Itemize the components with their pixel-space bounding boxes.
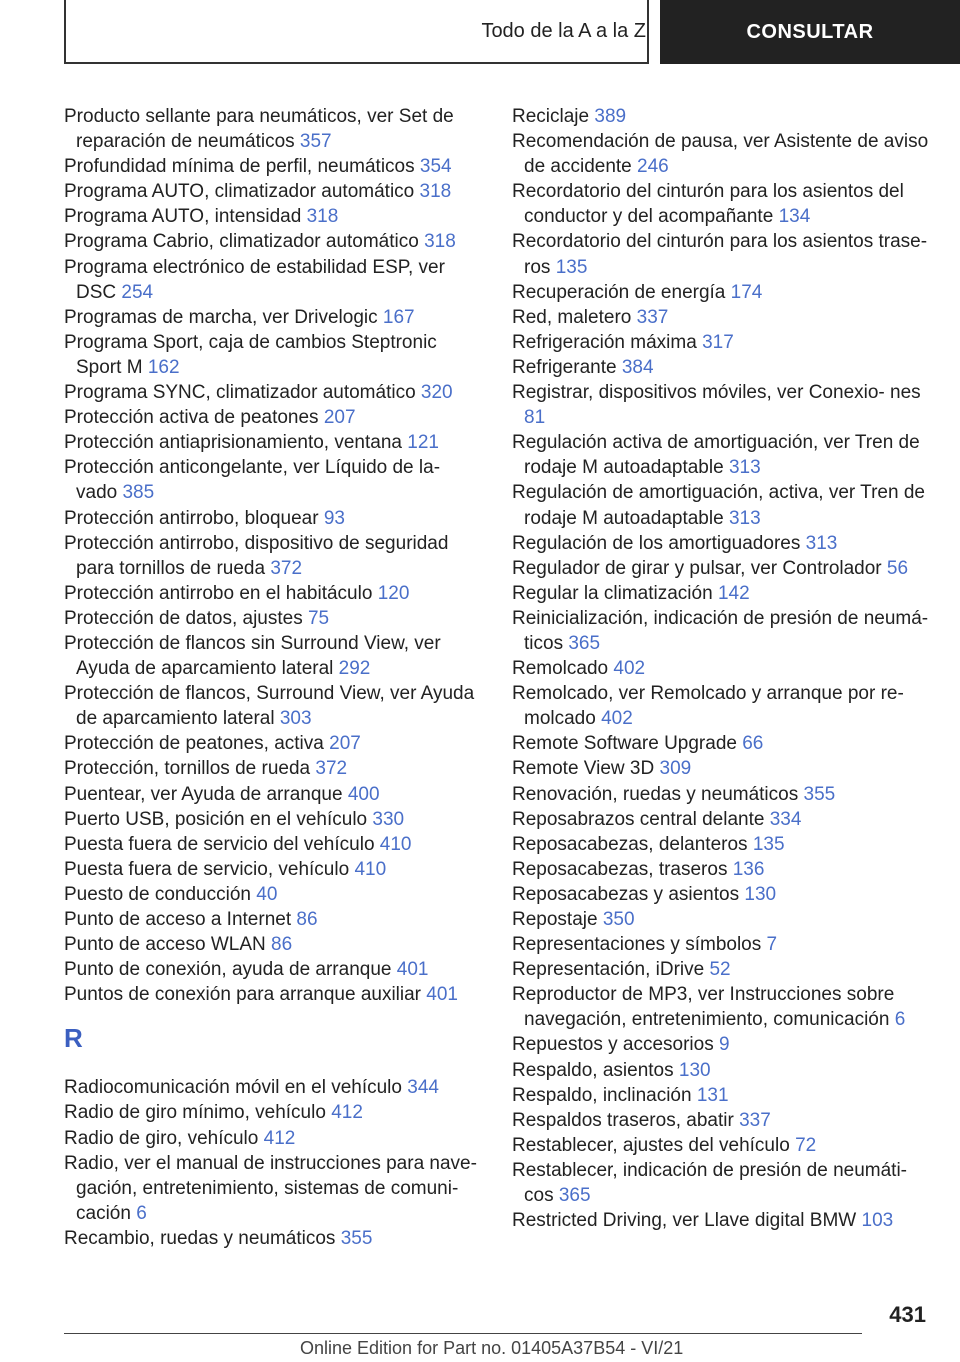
index-entry xyxy=(512,882,932,907)
index-entry-page-link[interactable]: 412 xyxy=(331,1102,363,1124)
index-entry-text: Protección de datos, ajustes xyxy=(64,607,303,629)
index-entry xyxy=(64,1075,484,1100)
index-entry xyxy=(64,832,484,857)
index-entry xyxy=(512,731,932,756)
header-rule-left xyxy=(64,0,66,64)
index-entry xyxy=(512,1208,932,1233)
index-entry-page-link[interactable]: 75 xyxy=(307,607,330,629)
index-entry-text: Recordatorio del cinturón para los asientos trase- ros xyxy=(512,231,928,278)
index-entry-text: Protección antiaprisionamiento, ventana xyxy=(64,432,402,454)
index-entry xyxy=(64,681,484,731)
index-entry-page-link[interactable]: 354 xyxy=(419,156,452,178)
index-entry-text: Protección de peatones, activa xyxy=(64,733,324,755)
index-entry xyxy=(512,480,932,530)
index-entry-page-link[interactable]: 93 xyxy=(323,507,345,529)
index-entry xyxy=(64,1226,484,1251)
index-entry xyxy=(64,104,484,154)
index-entry xyxy=(64,430,484,455)
index-entry-text: Refrigeración máxima xyxy=(512,331,697,353)
index-entry-text: Restablecer, ajustes del vehículo xyxy=(512,1134,790,1156)
index-entry-page-link[interactable]: 134 xyxy=(778,206,811,228)
index-entry-text: Regulador de girar y pulsar, ver Controlador xyxy=(512,557,882,579)
index-entry xyxy=(512,330,932,355)
index-entry-page-link[interactable]: 120 xyxy=(377,582,410,604)
index-entry xyxy=(512,857,932,882)
index-entry-page-link[interactable]: 56 xyxy=(886,557,909,579)
index-entry-text: Registrar, dispositivos móviles, ver Conexio- nes xyxy=(512,382,921,404)
index-entry-page-link[interactable]: 66 xyxy=(742,733,764,755)
index-entry xyxy=(64,204,484,229)
index-entry xyxy=(64,782,484,807)
index-entry-text: Puesto de conducción xyxy=(64,883,251,905)
index-entry-page-link[interactable]: 81 xyxy=(524,407,546,429)
index-entry-text: Respaldos traseros, abatir xyxy=(512,1109,734,1131)
index-entry xyxy=(64,179,484,204)
index-entry-page-link[interactable]: 207 xyxy=(329,733,361,755)
index-entry-page-link[interactable]: 337 xyxy=(739,1109,771,1131)
index-entry-text: Radio de giro, vehículo xyxy=(64,1127,259,1149)
index-entry-page-link[interactable]: 401 xyxy=(426,984,458,1006)
index-entry-text: Programa SYNC, climatizador automático xyxy=(64,382,416,404)
index-entry xyxy=(64,731,484,756)
index-entry-text: Representaciones y símbolos xyxy=(512,934,762,956)
index-entry xyxy=(64,807,484,832)
index-entry-page-link[interactable]: 384 xyxy=(621,356,654,378)
index-entry-page-link[interactable]: 86 xyxy=(296,909,318,930)
index-entry-page-link[interactable]: 337 xyxy=(636,306,669,328)
index-entry-text: Programas de marcha, ver Drivelogic xyxy=(64,306,378,328)
index-entry-text: Reinicialización, indicación de presión de neumá- ticos xyxy=(512,607,929,654)
index-entry xyxy=(64,229,484,254)
index-entry-page-link[interactable]: 313 xyxy=(805,532,838,554)
index-entry-text: Restricted Driving, ver Llave digital BMW xyxy=(512,1210,857,1232)
index-entry-text: Protección antirrobo, dispositivo de seguridad para tornillos de rueda xyxy=(64,532,449,579)
index-entry-text: Representación, iDrive xyxy=(512,959,705,981)
index-entry-text: Regulación de amortiguación, activa, ver Tren de rodaje M autoadaptable xyxy=(512,482,925,529)
index-entry-text: Puentear, ver Ayuda de arranque xyxy=(64,783,343,805)
index-entry-text: Recordatorio del cinturón para los asientos del conductor y del acompañante xyxy=(512,181,904,228)
index-entry-page-link[interactable]: 365 xyxy=(558,1185,591,1207)
index-entry-text: Puerto USB, posición en el vehículo xyxy=(64,808,368,830)
index-entry xyxy=(64,857,484,882)
index-entry-text: Repuestos y accesorios xyxy=(512,1034,714,1056)
index-entry xyxy=(512,1108,932,1133)
index-letter-heading: R xyxy=(64,1023,83,1054)
index-entry-page-link[interactable]: 72 xyxy=(795,1134,817,1156)
index-entry xyxy=(64,330,484,380)
index-entry xyxy=(64,154,484,179)
index-entry-text: Producto sellante para neumáticos, ver Set de reparación de neumáticos xyxy=(64,106,454,153)
index-entry xyxy=(64,982,484,1007)
index-entry-text: Protección antirrobo, bloquear xyxy=(64,507,319,529)
index-entry xyxy=(64,756,484,781)
index-entry-text: Protección, tornillos de rueda xyxy=(64,758,311,780)
index-entry-text: Puntos de conexión para arranque auxiliar xyxy=(64,984,422,1006)
index-entry-page-link[interactable]: 136 xyxy=(732,858,765,880)
index-entry xyxy=(512,957,932,982)
index-entry-page-link[interactable]: 410 xyxy=(354,858,387,880)
index-entry-text: Repostaje xyxy=(512,909,598,930)
index-entry-page-link[interactable]: 313 xyxy=(728,457,761,479)
index-entry-text: Puesta fuera de servicio del vehículo xyxy=(64,833,375,855)
index-entry-page-link[interactable]: 309 xyxy=(659,758,692,780)
footer-rule xyxy=(64,1333,862,1334)
index-entry xyxy=(512,430,932,480)
index-entry-text: Remolcado, ver Remolcado y arranque por re- molcado xyxy=(512,683,904,730)
index-entry-page-link[interactable]: 303 xyxy=(279,708,312,730)
index-entry xyxy=(512,581,932,606)
index-entry xyxy=(512,807,932,832)
index-entry-page-link[interactable]: 207 xyxy=(323,407,356,429)
index-entry xyxy=(512,782,932,807)
index-entry-page-link[interactable]: 40 xyxy=(256,883,278,905)
index-entry-page-link[interactable]: 344 xyxy=(407,1077,439,1099)
index-entry-text: Reposabrazos central delante xyxy=(512,808,765,830)
index-entry-page-link[interactable]: 389 xyxy=(594,106,627,127)
index-entry-text: Restablecer, indicación de presión de neumáti- cos xyxy=(512,1159,908,1207)
page-number: 431 xyxy=(889,1302,926,1327)
index-entry-page-link[interactable]: 317 xyxy=(702,331,734,353)
index-entry xyxy=(512,1083,932,1108)
index-entry-text: Remolcado xyxy=(512,658,609,680)
index-entry xyxy=(64,405,484,430)
index-entry-page-link[interactable]: 320 xyxy=(420,382,453,404)
index-entry-text: Radio, ver el manual de instrucciones para nave- gación, entretenimiento, sistemas de comuni- cación xyxy=(64,1152,477,1224)
index-entry-text: Recambio, ruedas y neumáticos xyxy=(64,1227,336,1249)
index-entry xyxy=(512,1158,932,1208)
index-entry-text: Puesta fuera de servicio, vehículo xyxy=(64,858,350,880)
index-entry-page-link[interactable]: 130 xyxy=(744,883,777,905)
index-entry-text: Programa Cabrio, climatizador automático xyxy=(64,231,419,253)
index-entry xyxy=(64,1126,484,1151)
index-entry-text: Programa electrónico de estabilidad ESP, ver DSC xyxy=(64,256,445,303)
index-entry-page-link[interactable]: 355 xyxy=(340,1227,373,1249)
index-entry-page-link[interactable]: 52 xyxy=(709,959,731,981)
index-entry-page-link[interactable]: 357 xyxy=(299,131,332,153)
header-rule-right xyxy=(647,0,649,64)
index-entry-text: Radiocomunicación móvil en el vehículo xyxy=(64,1077,402,1099)
index-entry xyxy=(64,305,484,330)
index-entry xyxy=(64,907,484,932)
index-entry xyxy=(64,380,484,405)
index-entry xyxy=(512,907,932,932)
index-entry-page-link[interactable]: 400 xyxy=(347,783,380,805)
index-entry xyxy=(64,1151,484,1226)
index-entry-page-link[interactable]: 372 xyxy=(315,758,348,780)
index-entry xyxy=(512,606,932,656)
index-entry-text: Red, maletero xyxy=(512,306,632,328)
index-entry-text: Punto de conexión, ayuda de arranque xyxy=(64,959,392,981)
index-entry xyxy=(64,531,484,581)
index-entry-page-link[interactable]: 355 xyxy=(803,783,836,805)
header-tab-consultar[interactable]: CONSULTAR xyxy=(660,0,960,64)
index-entry xyxy=(64,506,484,531)
index-entry-text: Programa AUTO, climatizador automático xyxy=(64,181,415,203)
index-entry-page-link[interactable]: 313 xyxy=(728,507,761,529)
index-entry-page-link[interactable]: 318 xyxy=(306,206,339,228)
index-entry-page-link[interactable]: 330 xyxy=(372,808,405,830)
index-entry xyxy=(512,531,932,556)
index-entry-page-link[interactable]: 334 xyxy=(769,808,802,830)
index-entry-page-link[interactable]: 174 xyxy=(730,281,763,303)
index-entry-page-link[interactable]: 412 xyxy=(263,1127,296,1149)
index-entry xyxy=(512,681,932,731)
index-entry xyxy=(512,179,932,229)
index-entry xyxy=(512,932,932,957)
index-entry-page-link[interactable]: 410 xyxy=(379,833,412,855)
index-entry-text: Regulación de los amortiguadores xyxy=(512,532,801,554)
index-entry-page-link[interactable]: 135 xyxy=(752,833,785,855)
index-entry xyxy=(512,1058,932,1083)
index-entry xyxy=(512,229,932,279)
index-entry-text: Punto de acceso WLAN xyxy=(64,934,266,956)
index-entry-text: Programa Sport, caja de cambios Steptronic Sport M xyxy=(64,331,437,378)
index-entry xyxy=(64,581,484,606)
index-entry-text: Recuperación de energía xyxy=(512,281,726,303)
index-entry-page-link[interactable]: 167 xyxy=(382,306,415,328)
index-entry-page-link[interactable]: 401 xyxy=(396,959,429,981)
index-entry-page-link[interactable]: 162 xyxy=(147,356,180,378)
index-entry-text: Reproductor de MP3, ver Instrucciones sobre navegación, entretenimiento, comunicación xyxy=(512,984,895,1031)
index-entry xyxy=(512,280,932,305)
index-entry xyxy=(512,1133,932,1158)
index-entry xyxy=(64,255,484,305)
index-entry xyxy=(512,380,932,430)
index-entry-text: Reciclaje xyxy=(512,106,590,127)
index-entry xyxy=(512,656,932,681)
index-entry-text: Remote Software Upgrade xyxy=(512,733,737,755)
index-entry-text: Respaldo, inclinación xyxy=(512,1084,692,1106)
index-entry-page-link[interactable]: 402 xyxy=(613,658,646,680)
index-column-left xyxy=(64,104,484,1251)
index-entry-page-link[interactable]: 135 xyxy=(555,256,588,278)
index-entry xyxy=(64,631,484,681)
index-entry-text: Reposacabezas y asientos xyxy=(512,883,740,905)
index-entry xyxy=(64,957,484,982)
header-section-title: Todo de la A a la Z xyxy=(481,20,646,42)
index-entry-text: Remote View 3D xyxy=(512,758,655,780)
index-column-right xyxy=(512,104,932,1233)
index-entry xyxy=(64,932,484,957)
index-entry-page-link[interactable]: 103 xyxy=(861,1210,894,1232)
index-entry-text: Refrigerante xyxy=(512,356,617,378)
header-rule-bottom xyxy=(64,62,649,64)
index-entry-text: Programa AUTO, intensidad xyxy=(64,206,302,228)
index-entry-page-link[interactable]: 86 xyxy=(271,934,293,956)
footer-edition: Online Edition for Part no. 01405A37B54 - VI/21 xyxy=(300,1338,684,1358)
index-entry xyxy=(512,305,932,330)
index-entry-page-link[interactable]: 6 xyxy=(894,1009,906,1031)
index-entry-text: Reposacabezas, delanteros xyxy=(512,833,748,855)
index-entry-text: Protección de flancos, Surround View, ver Ayuda de aparcamiento lateral xyxy=(64,683,475,730)
index-entry-page-link[interactable]: 121 xyxy=(407,432,439,454)
index-entry xyxy=(64,882,484,907)
index-entry-page-link[interactable]: 142 xyxy=(717,582,750,604)
index-entry-page-link[interactable]: 402 xyxy=(601,708,633,730)
index-entry-page-link[interactable]: 6 xyxy=(136,1202,147,1224)
index-entry xyxy=(512,832,932,857)
index-entry-page-link[interactable]: 318 xyxy=(419,181,452,203)
index-entry xyxy=(512,104,932,129)
index-entry-page-link[interactable]: 292 xyxy=(338,658,371,680)
index-entry xyxy=(512,756,932,781)
index-entry-page-link[interactable]: 372 xyxy=(270,557,303,579)
index-entry xyxy=(512,355,932,380)
index-entry-page-link[interactable]: 254 xyxy=(121,281,154,303)
index-entry-text: Regular la climatización xyxy=(512,582,713,604)
index-entry-text: Protección activa de peatones xyxy=(64,407,319,429)
index-entry xyxy=(64,1100,484,1125)
index-entry-page-link[interactable]: 130 xyxy=(678,1059,711,1081)
index-entry-page-link[interactable]: 350 xyxy=(602,909,635,930)
index-entry xyxy=(512,129,932,179)
index-entry-text: Punto de acceso a Internet xyxy=(64,909,292,930)
index-entry-page-link[interactable]: 246 xyxy=(637,156,669,178)
index-entry xyxy=(512,1032,932,1057)
index-entry-page-link[interactable]: 385 xyxy=(122,482,155,504)
index-entry-text: Protección antirrobo en el habitáculo xyxy=(64,582,373,604)
index-entry-text: Recomendación de pausa, ver Asistente de aviso de accidente xyxy=(512,131,929,178)
index-entry-text: Protección anticongelante, ver Líquido de la- vado xyxy=(64,457,441,504)
index-entry-text: Respaldo, asientos xyxy=(512,1059,674,1081)
index-entry-text: Regulación activa de amortiguación, ver Tren de rodaje M autoadaptable xyxy=(512,432,920,479)
index-entry-text: Renovación, ruedas y neumáticos xyxy=(512,783,799,805)
index-entry-page-link[interactable]: 318 xyxy=(424,231,456,253)
index-entry-page-link[interactable]: 7 xyxy=(766,934,778,956)
index-entry-text: Profundidad mínima de perfil, neumáticos xyxy=(64,156,415,178)
index-entry-text: Protección de flancos sin Surround View, ver Ayuda de aparcamiento lateral xyxy=(64,632,441,680)
index-entry xyxy=(64,606,484,631)
index-entry xyxy=(512,556,932,581)
index-entry-page-link[interactable]: 365 xyxy=(568,632,601,654)
index-entry-page-link[interactable]: 131 xyxy=(696,1084,729,1106)
index-entry-page-link[interactable]: 9 xyxy=(719,1034,730,1056)
index-entry xyxy=(512,982,932,1032)
index-entry-text: Reposacabezas, traseros xyxy=(512,858,728,880)
index-entry-text: Radio de giro mínimo, vehículo xyxy=(64,1102,326,1124)
index-entry xyxy=(64,455,484,505)
